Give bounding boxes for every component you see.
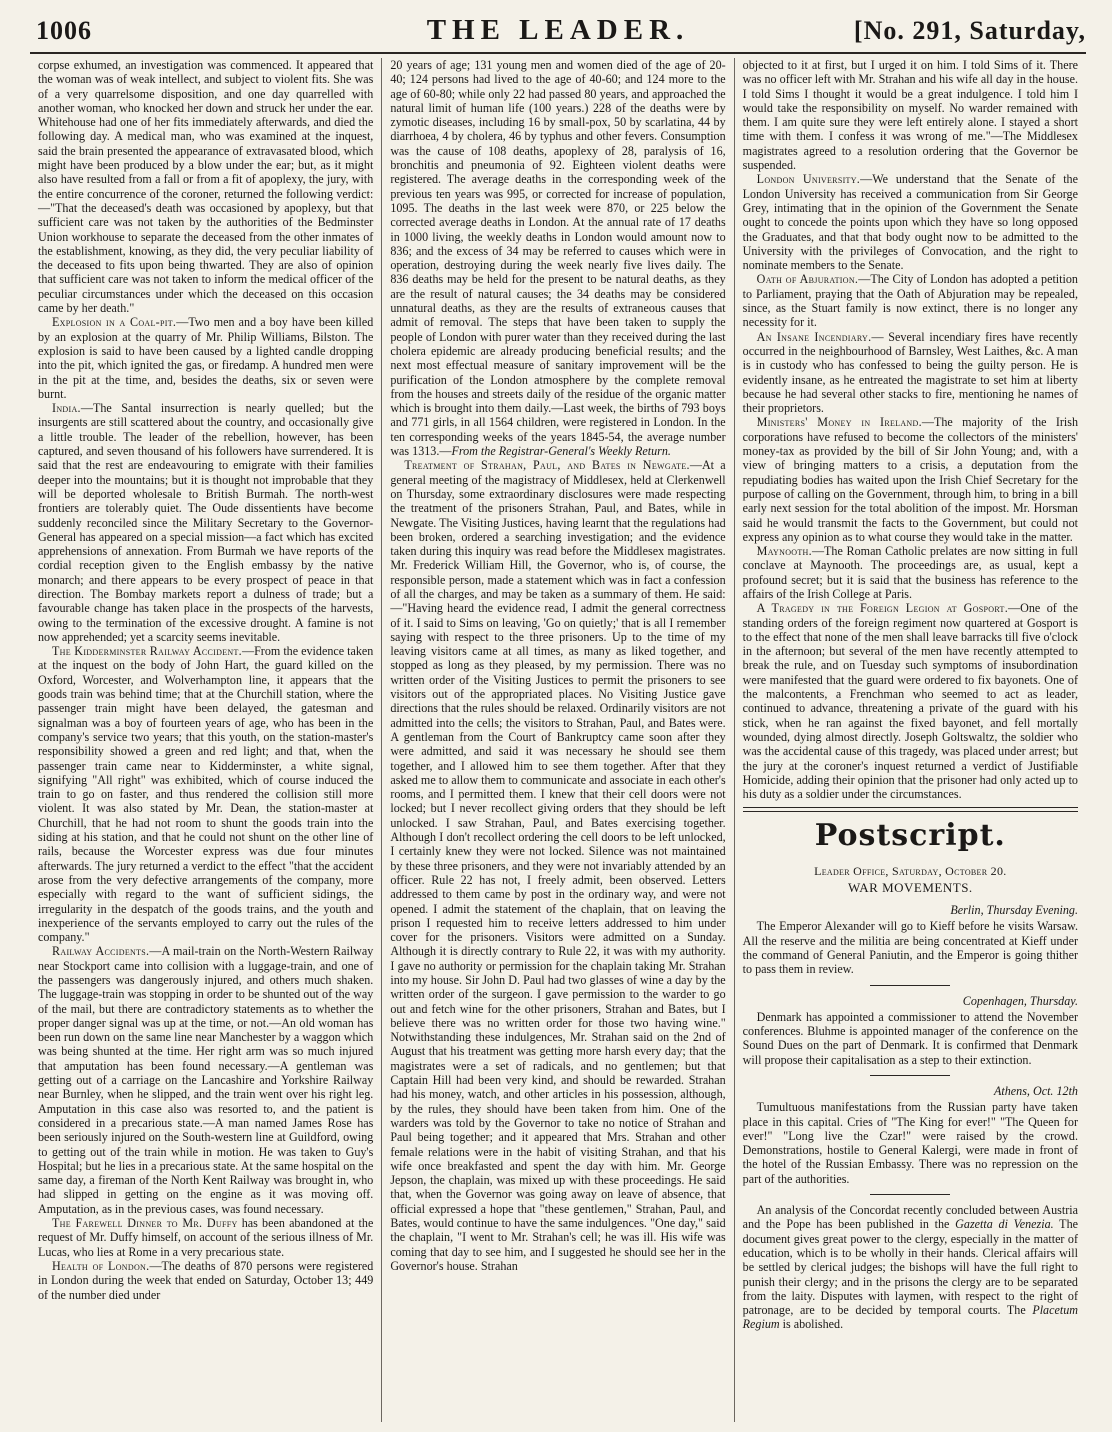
article-body: —From the evidence taken at the inquest on the body of John Hart, the guard killed on the Oxford, Worcester, and Wolverhampton line, it appears that the goods train was behind time; that at the Churchill station, where the passenger train might have been delayed, the gatesman and signalman was a boy of fourteen years of age, who has been in the company's service two years; that this youth, on the station-master's responsibility showed a green and red light; and that, when the passenger train came near to Kidderminster, a white signal, signifying "All right" was exhibited, which of course induced the train to go on faster, and thus rendered the collision still more violent. It was also stated by Mr. Dean, the station-master at Churchill, that he had not room to shunt the goods train into the siding at his station, and that he could not shunt on the other line of rails, because the Worcester express was due four minutes afterwards. The jury returned a verdict to the effect "that the accident arose from the very defective arrangements of the company, more especially with regard to the want of sufficient sidings, the irregularity in the despatch of the goods trains, and the youth and inexperience of the servants employed to carry out the rules of the company." xyxy=(38,644,374,945)
issue-label: [No. 291, Saturday, xyxy=(853,16,1086,45)
postscript-office-line: Leader Office, Saturday, October 20. xyxy=(814,864,1007,879)
article-body: An analysis of the Concordat recently concluded between Austria and the Pope has been published in the xyxy=(742,1203,1078,1232)
article xyxy=(743,415,1078,544)
dateline: Berlin, Thursday Evening. xyxy=(950,903,1078,918)
article-heading: Ministers' Money in Ireland. xyxy=(756,415,922,430)
article-body: corpse exhumed, an investigation was commenced. It appeared that the woman was of weak intellect, and subject to violent fits. She was of a very quarrelsome disposition, and one day quarrelled with another woman, who knocked her down and struck her under the ear. Whitehouse had one of her fits immediately afterwards, and died the following day. A medical man, who was examined at the inquest, said the brain presented the appearance of extravasated blood, which might have been produced by a blow under the ear; but, as it might also have resulted from a fall or from a fit of apoplexy, the jury, with the entire concurrence of the coroner, returned the following verdict:—"That the deceased's death was occasioned by apoplexy, but that sufficient care was not taken by the authorities of the Bedminster Union workhouse to separate the deceased from the other inmates of the establishment, knowing, as they did, the very peculiar liability of the deceased to fits upon being thwarted. They are also of opinion that sufficient care was not taken to inform the medical officer of the peculiar circumstances under which the deceased on this occasion came by her death." xyxy=(38,58,374,316)
page-number: 1006 xyxy=(36,16,92,45)
divider xyxy=(743,811,1078,812)
article-body: Tumultuous manifestations from the Russian party have taken place in this capital. Cries of "The King for ever!" "The Queen for ever!" "Long live the Czar!" were raised by the crowd. Demonstrations, hostile to General Kalergi, were made in front of the hotel of the Russian Embassy. There was no repression on the part of the authorities. xyxy=(742,1100,1078,1186)
article xyxy=(743,172,1078,272)
article xyxy=(38,1216,373,1259)
article xyxy=(743,272,1078,329)
divider xyxy=(870,1075,950,1076)
postscript-title: Postscript. xyxy=(814,818,1006,854)
article xyxy=(390,58,725,458)
article-heading: Health of London. xyxy=(52,1258,150,1273)
article xyxy=(743,1203,1078,1332)
article xyxy=(38,644,373,944)
divider xyxy=(870,1194,950,1195)
article-body: Denmark has appointed a commissioner to attend the November conferences. Bluhme is appointed manager of the conference on the Sound Dues on the part of Denmark. It is confirmed that Denmark will propose their capitalisation as a step to their extinction. xyxy=(742,1009,1078,1067)
divider xyxy=(743,807,1078,808)
article-heading: The Kidderminster Railway Accident. xyxy=(52,644,242,659)
article-body: —We understand that the Senate of the London University has received a communication from Sir George Grey, intimating that in the opinion of the Government the Senate ought to concede the points upon which they have so long opposed the Graduates, and that that body ought now to be admitted to the University with the privileges of Convocation, and the right to nominate members to the Senate. xyxy=(742,172,1078,273)
article-body: —The deaths of 870 persons were registered in London during the week that ended on Saturday, October 13; 449 of the number died under xyxy=(38,1258,374,1302)
article-body: is abolished. xyxy=(779,1317,844,1332)
article-body: —One of the standing orders of the foreign regiment now quartered at Gosport is to the effect that none of the men shall leave barracks till five o'clock in the afternoon; but several of the men have recently attempted to break the rule, and on Tuesday such symptoms of insubordination were manifested that the guard were ordered to fix bayonets. One of the malcontents, a Frenchman who seemed to act as leader, continued to advance, threatening a private of the guard with his stick, when he ran against the fixed bayonet, and fell mortally wounded, dying almost directly. Joseph Goltswaltz, the soldier who was the accidental cause of this tragedy, was placed under arrest; but the jury at the coroner's inquest returned a verdict of Justifiable Homicide, adding their opinion that the prisoner had only acted up to his duty as a soldier under the circumstances. xyxy=(742,601,1078,802)
column-3 xyxy=(734,58,1086,1422)
article xyxy=(38,315,373,401)
divider xyxy=(870,985,950,986)
column-1 xyxy=(30,58,381,1422)
article-heading: London University. xyxy=(756,172,861,187)
dateline: Athens, Oct. 12th xyxy=(994,1084,1078,1098)
newspaper-title: THE LEADER. xyxy=(426,14,690,46)
article-heading: India. xyxy=(52,401,81,416)
article xyxy=(743,544,1078,601)
columns xyxy=(30,58,1086,1422)
article-body: —The Roman Catholic prelates are now sitting in full conclave at Maynooth. The proceedings are, as usual, kept a profound secret; but it is said that the business has reference to the affairs of the Irish College at Paris. xyxy=(742,544,1078,601)
article-heading: Explosion in a Coal-pit. xyxy=(52,315,177,330)
article xyxy=(743,601,1078,801)
article-citation: Placetum Regium xyxy=(742,1303,1078,1332)
article-heading: Railway Accidents. xyxy=(52,944,150,959)
article xyxy=(38,1259,373,1302)
article-body: The document gives great power to the clergy, especially in the matter of education, which is to be wholly in their hands. Clerical affairs will be settled by clerical judges; the bishops will have the full right to punish their clergy; and in the prisons the clergy are to be separated from the laity. Disputes with laymen, with respect to the right of patronage, are to be decided by temporal courts. The xyxy=(742,1217,1078,1318)
article xyxy=(38,944,373,1216)
article xyxy=(38,401,373,644)
article-heading: An Insane Incendiary. xyxy=(756,329,872,344)
article-body: 20 years of age; 131 young men and women died of the age of 20-40; 124 persons had lived to the age of 40-60; and 124 more to the age of 60-80; while only 22 had passed 80 years, and approached the natural limit of human life (100 years.) 228 of the deaths were by zymotic diseases, including 16 by small-pox, 50 by scarlatina, 44 by diarrhoea, 4 by cholera, 46 by typhus and other fevers. Consumption was the cause of 108 deaths, apoplexy of 28, paralysis of 16, bronchitis and pneumonia of 92. Eighteen violent deaths were registered. The average deaths in the corresponding week of the previous ten years was 995, or corrected for increase of population, 1095. The deaths in the last week were 870, or 225 below the corrected average deaths in London. At the annual rate of 17 deaths in 1000 living, the weekly deaths in London would amount now to 836; and the excess of 34 may be referred to causes which were in operation, destroying during the week nearly five lives daily. The 836 deaths may be held for the present to be natural deaths, as they are the result of natural causes; the 34 deaths may be considered unnatural deaths, as they are the results of extraneous causes that admit of removal. The steps that have been taken to supply the people of London with purer water than they received during the last cholera epidemic are already producing beneficial results; and the next most effectual measure of sanitary improvement will be the purification of the London atmosphere by the complete removal from the houses and streets daily of the residue of the organic matter which is brought into them daily.—Last week, the births of 793 boys and 771 girls, in all 1564 children, were registered in London. In the ten corresponding weeks of the years 1845-54, the average number was 1313.— xyxy=(390,58,726,459)
article-body: —At a general meeting of the magistracy of Middlesex, held at Clerkenwell on Thursday, some extraordinary disclosures were made respecting the treatment of the prisoners Strahan, Paul, and Bates, while in Newgate. The Visiting Justices, having learnt that the regulations had been broken, ordered a searching investigation; and the evidence taken during this inquiry was read before the Middlesex magistrates. Mr. Frederick William Hill, the Governor, who is, of course, the responsible person, made a statement which was in fact a confession of all the charges, and may be taken as a summary of them. He said:—"Having heard the evidence read, I admit the general correctness of it. I said to Sims on leaving, 'Go on quietly;' that is all I remember saying with respect to the three prisoners. Up to the time of my leaving visitors came at all times, as many as liked together, and stopped as long as they pleased, by my permission. There was no written order of the Visiting Justices to permit the prisoners to see visitors out of the appropriated places. No Visiting Justice gave directions that the rules should be relaxed. Ordinarily visitors are not admitted into the cells; the visitors to Strahan, Paul, and Bates were. A gentleman from the Court of Bankruptcy came soon after they were admitted, and said it was necessary he should see them together, and I allowed him to see them together. After that they asked me to allow them to communicate and associate in each other's rooms, and I permitted them. I knew that their cell doors were not locked; but I never recollect giving orders that they should be left unlocked. I saw Strahan, Paul, and Bates exercising together. Although I don't recollect ordering the cell doors to be left unlocked, I certainly knew they were not locked. Silence was not maintained by these three prisoners, and they were not invariably attended by an officer. Rule 22 has not, I freely admit, been observed. Letters addressed to them came by post in the ordinary way, and were not opened. I admit the statement of the chaplain, that on leaving the prison I requested him to receive letters addressed to him under cover for the prisoners. Visitors were admitted on a Sunday. Although it is directly contrary to Rule 22, it was with my authority. I gave no authority or permission for the chaplain taking Mr. Strahan into my house. Sir John D. Paul had two glasses of wine a day by the written order of the surgeon. I gave permission to the warder to go out and fetch wine for the other prisoners, Strahan and Bates, but I believe there was no written order for those two having wine." Notwithstanding these indulgences, Mr. Strahan said on the 2nd of August that his treatment was getting more harsh every day; that the magistrates were a set of radicals, and no gentlemen; but that Captain Hill had been very kind, and should be rewarded. Strahan had his money, watch, and other articles in his possession, although, by the rules, they should have been taken from him. One of the warders was told by the Governor to take no notice of Strahan and Paul being together; and it appeared that Mrs. Strahan and other female relations were in the habit of visiting Strahan, and that his wife once breakfasted and spent the day with him. Mr. George Jepson, the chaplain, was mixed up with these proceedings. He said that, when the Governor was going away on leave of absence, that official expressed a hope that "these gentlemen," Strahan, Paul, and Bates, would continue to have the same indulgences. "One day," said the chaplain, "I went to Mr. Strahan's cell; he was ill. His wife was coming that day to see him, and I suggested he should see her in the Governor's house. Strahan xyxy=(390,458,726,1273)
article-heading: Treatment of Strahan, Paul, and Bates in Newgate. xyxy=(404,458,690,473)
article-body: —Two men and a boy have been killed by an explosion at the quarry of Mr. Philip Williams, Bilston. The explosion is said to have been caused by a lighted candle dropping into the pit, which ignited the gas, or firedamp. A hundred men were in the pit at the time, and, besides the deaths, six or seven were burnt. xyxy=(38,315,374,401)
war-movements-heading: WAR MOVEMENTS. xyxy=(847,879,973,895)
article-body: — Several incendiary fires have recently occurred in the neighbourhood of Barnsley, West Laithes, &c. A man is in custody who has confessed to being the guilty person. He is evidently insane, as he entreated the magistrate to set him at liberty because he had several other stacks to fire, mentioning he names of their proprietors. xyxy=(742,329,1078,416)
article-heading: Oath of Abjuration. xyxy=(756,272,859,287)
article-body: has been abandoned at the request of Mr. Duffy himself, on account of the serious illness of Mr. Lucas, who lies at Rome in a very precarious state. xyxy=(38,1216,374,1259)
article-body: —The majority of the Irish corporations have refused to become the collectors of the ministers' money-tax as provided by the bill of Sir John Young; and, with a view of bringing matters to a crisis, a deputation from the repudiating bodies has waited upon the Irish Chief Secretary for the purpose of calling on the Government, through him, to bring in a bill early next session for the total abolition of the impost. Mr. Horsman said he would transmit the facts to the Government, but could not express any opinion as to what course they would take in the matter. xyxy=(742,415,1078,544)
article-body: The Emperor Alexander will go to Kieff before he visits Warsaw. All the reserve and the militia are being concentrated at Kieff under the command of General Paniutin, and the Emperor is going thither to pass them in review. xyxy=(742,919,1078,977)
article-heading: A Tragedy in the Foreign Legion at Gosport. xyxy=(756,601,1009,616)
article-body: —The City of London has adopted a petition to Parliament, praying that the Oath of Abjuration may be repealed, since, as the Stuart family is now extinct, there is no longer any necessity for it. xyxy=(742,272,1078,330)
masthead xyxy=(30,14,1086,54)
article-citation: From the Registrar-General's Weekly Return. xyxy=(451,444,671,459)
dateline: Copenhagen, Thursday. xyxy=(962,993,1078,1008)
article xyxy=(390,458,725,1273)
column-2 xyxy=(381,58,733,1422)
article-citation: Gazetta di Venezia. xyxy=(955,1217,1054,1232)
article-heading: The Farewell Dinner to Mr. Duffy xyxy=(52,1216,238,1231)
article-body: objected to it at first, but I urged it on him. I told Sims of it. There was no officer left with Mr. Strahan and his wife all day in the house. I told Sims I thought it would be a great indulgence. I told him I would take the responsibility on myself. No warder remained with them. I am quite sure they were left entirely alone. I stayed a short time with them. I confess it was wrong of me."—The Middlesex magistrates agreed to a resolution ordering that the Governor be suspended. xyxy=(742,58,1078,173)
article-body: —A mail-train on the North-Western Railway near Stockport came into collision with a luggage-train, and one of the passengers was dangerously injured, and others much shaken. The luggage-train was stopping in order to be shunted out of the way of the mail, but there are contradictory statements as to whether the proper danger signal was up at the time, or not.—An old woman has been run down on the same line near Manchester by a waggon which was being shunted at the time. Her right arm was so much injured that amputation has been found necessary.—A gentleman was getting out of a carriage on the Lancashire and Yorkshire Railway near Burnley, when he slipped, and the train went over his right leg. Amputation in this case also was resorted to, and the patient is considered in a precarious state.—A man named James Rose has been seriously injured on the South-western line at Guildford, owing to getting out of the train while in motion. He was taken to Guy's Hospital; but he lies in a precarious state. At the same hospital on the same day, a fireman of the North Kent Railway was brought in, who had slipped in getting on the engine as it was moving off. Amputation, as in the previous cases, was found necessary. xyxy=(38,944,374,1216)
article-body: —The Santal insurrection is nearly quelled; but the insurgents are still scattered about the country, and occasionally give a little trouble. The leader of the rebellion, however, has been captured, and seven thousand of his followers have surrendered. It is said that the rest are endeavouring to emigrate with their families deeper into the mountains; but it is thought not improbable that they will be deported wholesale to British Burmah. The north-west frontiers are tolerably quiet. The Oude dissentients have become suddenly reconciled since the Military Secretary to the Governor-General has appeared on a special mission—a fact which has excited apprehensions of annexation. From Burmah we have reports of the cordial reception given to the English embassy by the native monarch; and there appears to be every prospect of peace in that direction. The Bombay markets report a dulness of trade; but a favourable change has taken place in the prospects of the harvests, owing to the termination of the excessive drought. A famine is not now apprehended; yet a scarcity seems inevitable. xyxy=(38,401,374,644)
article-heading: Maynooth. xyxy=(756,544,812,559)
article xyxy=(743,330,1078,416)
